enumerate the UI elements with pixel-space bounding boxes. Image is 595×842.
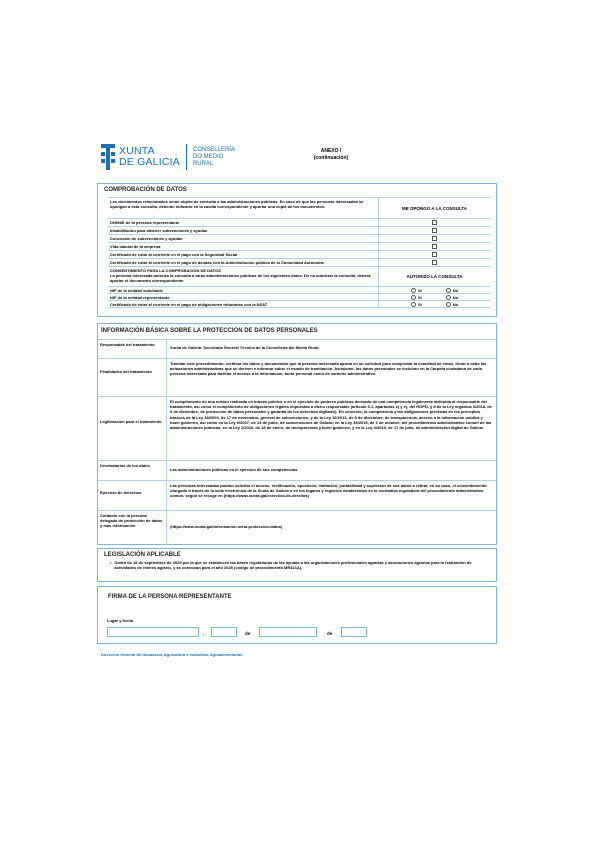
year-field[interactable] <box>341 627 367 637</box>
data-protection-section <box>97 323 497 545</box>
info-row: Contacto con la persona delegada de protección de datos y más información (https://www.xunta.gal/informacion-xeral-proteccion-datos) <box>98 510 496 545</box>
consent-row: Certificado de estar al corriente en el pago de obligaciones tributarias con la AEAT Sí No <box>108 301 490 308</box>
place-date-label: Lugar y fecha <box>107 618 134 623</box>
radio-no[interactable]: No <box>446 288 458 293</box>
page-header <box>101 144 496 184</box>
signature-section: FIRMA DE LA PERSONA REPRESENTANTE Lugar y fecha , de de <box>97 586 497 644</box>
section-title: LEGISLACIÓN APLICABLE <box>104 552 181 558</box>
data-verification-section <box>97 183 497 317</box>
radio-icon <box>446 302 451 307</box>
annex-label: ANEXO I (continuación) <box>313 148 349 161</box>
department-name: CONSELLERÍA DO MEDIO RURAL <box>192 146 235 167</box>
oppose-checkbox[interactable] <box>432 220 437 225</box>
place-field[interactable] <box>107 627 199 637</box>
logo-divider <box>186 144 187 170</box>
oppose-checkbox[interactable] <box>432 236 437 241</box>
radio-icon <box>411 288 416 293</box>
day-field[interactable] <box>211 627 237 637</box>
oppose-header: ME OPONGO A LA CONSULTA <box>378 198 490 218</box>
logo-name: XUNTA DE GALICIA <box>119 145 180 168</box>
verification-row: DNI/NIE de la persona representante <box>108 219 490 227</box>
consent-row: NIF de la entidad solicitante Sí No <box>108 287 490 294</box>
section-title: INFORMACIÓN BÁSICA SOBRE LA PROTECCIÓN DE DATOS PERSONALES <box>101 328 318 334</box>
info-row: Legitimación para el tratamiento El cumplimiento de una misión realizada en interés público o en el ejercicio de poderes públicos derivado de una competencia legalmente atribuida al responsable del tratamiento, así como el cumplimiento de obligaciones legales impuestas a dicho responsable (artículo 6.1, apartados c) y e), del RGPD, y 8 de la Ley orgánica 3/2018, de 5 de diciembre, de protección de datos personales y garantía de los derechos digitales). En concreto, la competencia y las obligaciones previstas en los preceptos básicos de la Ley 38/2003, de 17 de noviembre, general de subvenciones, y de la Ley 19/2013, de 9 de diciembre, de transparencia, acceso a la información pública y buen gobierno, así como en la Ley 9/2007, de 13 de junio, de subvenciones de Galicia; en la Ley 39/2015, de 1 de octubre, del procedimiento administrativo común de las administraciones públicas; en la Ley 1/2016, de 18 de enero, de transparencia y buen gobierno, y en la Ley 4/2019, de 17 de julio, de administración digital de Galicia. <box>98 396 496 460</box>
footer-text: Dirección General de Ganadería, Agricultura e Industrias Agroalimentarias <box>101 652 243 657</box>
radio-yes[interactable]: Sí <box>411 295 422 300</box>
legislation-section <box>97 548 497 582</box>
radio-icon <box>411 302 416 307</box>
verification-row: Inhabilitación para obtener subvenciones y ayudas <box>108 227 490 235</box>
section-title: COMPROBACIÓN DE DATOS <box>104 187 187 193</box>
oppose-checkbox[interactable] <box>432 260 437 265</box>
section-title: FIRMA DE LA PERSONA REPRESENTANTE <box>108 594 232 600</box>
xunta-shield-icon <box>101 144 115 170</box>
month-field[interactable] <box>259 627 317 637</box>
verification-row: Certificado de estar al corriente en el pago con la Seguridad Social <box>108 251 490 259</box>
xunta-logo <box>101 144 235 170</box>
dpo-link[interactable]: (https://www.xunta.gal/informacion-xeral-proteccion-datos) <box>166 511 496 545</box>
bullet-icon: • <box>110 560 112 565</box>
consent-title: CONSENTIMIENTO PARA LA COMPROBACIÓN DE DATOS <box>110 268 221 273</box>
radio-no[interactable]: No <box>446 302 458 307</box>
radio-yes[interactable]: Sí <box>411 302 422 307</box>
authorize-header: AUTORIZO LA CONSULTA <box>378 267 490 286</box>
oppose-checkbox[interactable] <box>432 244 437 249</box>
oppose-checkbox[interactable] <box>432 252 437 257</box>
verification-row: Vida laboral de la empresa <box>108 243 490 251</box>
info-row: Finalidades del tratamiento Tramitar este procedimiento, verificar los datos y documentos que la persona interesada aporta en su solicitud para comprobar la exactitud de estos, llevar a cabo las actuaciones administrativas que se deriven e informar sobre el estado de tramitación. Asimismo, los datos personales se incluirán en la Carpeta ciudadana de cada persona interesada para facilitar el acceso a la información, tanto personal como de carácter administrativo. <box>98 358 496 396</box>
verification-row: Certificado de estar al corriente en el pago de deudas con la Administración pública de la Comunidad Autónoma <box>108 259 490 267</box>
consent-row: NIF de la entidad representante Sí No <box>108 294 490 301</box>
verification-intro: Los documentos relacionados serán objeto de consulta a las administraciones públicas. En caso de que las personas interesadas se opongan a esta consulta, deberán indicarlo en la casilla correspondiente y aportar una copia de los documentos. <box>110 199 364 209</box>
info-row: Responsable del tratamiento Xunta de Galicia. Secretaría General Técnica de la Consellería del Medio Rural. <box>98 339 496 358</box>
legislation-item: • Orden de 18 de septiembre de 2025 por la que se establecen las bases reguladoras de las ayudas a las organizaciones profesionales agrarias y asociaciones agrarias para la realización de actividades de interés agrario, y se convocan para el año 2025 (código de procedimiento MR321A). <box>110 560 472 571</box>
consent-text: La persona interesada autoriza la consulta a otras administraciones públicas de los siguientes datos. De no autorizar la consulta, deberá aportar el documento correspondiente. <box>110 273 371 283</box>
info-row: Ejercicio de derechos Las personas interesadas podrán solicitar el acceso, rectificación, oposición, limitación, portabilidad y supresión de sus datos o retirar, en su caso, el consentimiento otorgado a través de la sede electrónica de la Xunta de Galicia o en los lugares y registros establecidos en la normativa reguladora del procedimiento administrativo común, según se recoge en (https://www.xunta.gal/exercicio-de-dereitos) <box>98 480 496 510</box>
radio-no[interactable]: No <box>446 295 458 300</box>
consent-header-row <box>108 267 490 287</box>
verification-header-row <box>108 197 490 219</box>
radio-icon <box>446 288 451 293</box>
radio-yes[interactable]: Sí <box>411 288 422 293</box>
verification-table <box>108 197 490 308</box>
radio-icon <box>446 295 451 300</box>
info-row: Destinatarios de los datos Las administraciones públicas en el ejercicio de sus competencias. <box>98 460 496 480</box>
radio-icon <box>411 295 416 300</box>
verification-row: Concesión de subvenciones y ayudas <box>108 235 490 243</box>
oppose-checkbox[interactable] <box>432 228 437 233</box>
